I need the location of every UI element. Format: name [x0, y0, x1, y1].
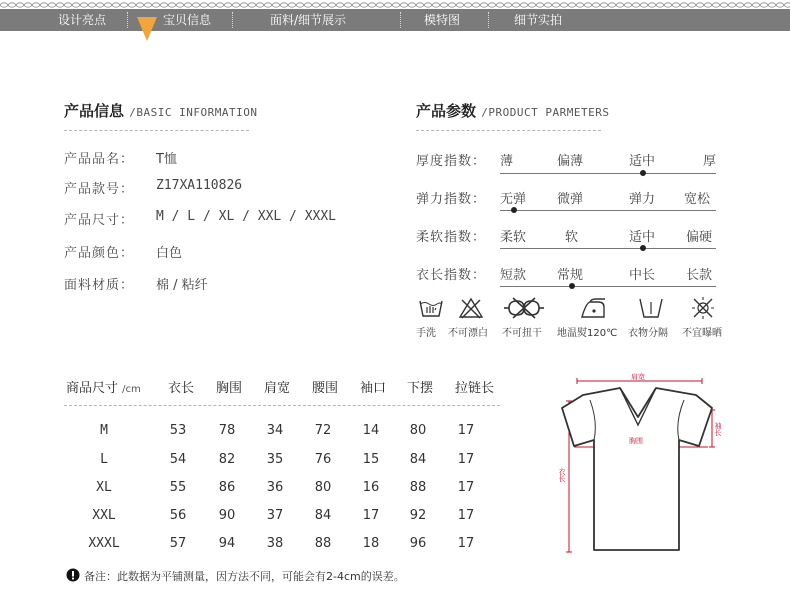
column-header: 袖口 [360, 381, 387, 396]
table-cell: 90 [218, 508, 236, 523]
info-value: T恤 [156, 152, 177, 167]
care-label: 手洗 [416, 328, 436, 339]
scale-track [500, 286, 716, 287]
params-title: 产品参数 [416, 102, 477, 120]
info-value: Z17XA110826 [156, 178, 243, 193]
table-cell: 57 [169, 536, 187, 551]
size-table-title: 商品尺寸 [66, 381, 119, 396]
table-cell: 82 [218, 452, 236, 467]
column-header: 腰围 [312, 381, 339, 396]
scale-option: 中长 [629, 268, 656, 283]
table-cell: 17 [457, 480, 475, 495]
garment-measurement-diagram [552, 368, 728, 562]
table-cell: 17 [457, 536, 475, 551]
param-label-softness: 柔软指数： [416, 230, 487, 245]
warning-icon [66, 568, 80, 582]
low-iron-icon [578, 298, 608, 320]
measurement-note: 备注：此数据为平铺测量，因方法不同，可能会有2-4cm的误差。 [84, 570, 405, 583]
scale-option: 弹力 [629, 192, 656, 207]
scale-option: 柔软 [500, 230, 527, 245]
scale-option: 微弹 [557, 192, 584, 207]
info-label: 产品颜色： [64, 246, 135, 261]
scale-option: 软 [565, 230, 579, 245]
scale-option: 宽松 [684, 192, 711, 207]
sleeve-label: 袖长 [714, 422, 722, 436]
no-bleach-icon [458, 296, 484, 320]
nav-item-design[interactable]: 设计亮点 [58, 13, 107, 27]
info-value: 棉 / 粘纤 [156, 278, 208, 293]
table-cell: 55 [169, 480, 187, 495]
size-cell: M [100, 423, 108, 438]
scale-marker [569, 283, 575, 289]
no-wring-icon [503, 296, 545, 320]
table-cell: 80 [314, 480, 332, 495]
table-cell: 17 [457, 423, 475, 438]
scale-option: 薄 [500, 154, 514, 169]
table-cell: 78 [218, 423, 236, 438]
table-cell: 84 [409, 452, 427, 467]
scale-track [500, 248, 716, 249]
info-value: 白色 [156, 246, 183, 261]
table-cell: 14 [362, 423, 380, 438]
table-cell: 84 [314, 508, 332, 523]
params-heading [416, 100, 609, 121]
divider [64, 405, 500, 406]
table-cell: 17 [457, 452, 475, 467]
nav-separator [127, 12, 128, 28]
table-cell: 56 [169, 508, 187, 523]
table-cell: 54 [169, 452, 187, 467]
column-header: 衣长 [168, 381, 195, 396]
scale-option: 适中 [629, 230, 656, 245]
table-cell: 38 [266, 536, 284, 551]
table-cell: 37 [266, 508, 284, 523]
scale-marker [640, 245, 646, 251]
scale-option: 长款 [686, 268, 713, 283]
param-label-elasticity: 弹力指数： [416, 192, 487, 207]
table-cell: 96 [409, 536, 427, 551]
size-cell: XXL [92, 508, 116, 523]
table-cell: 86 [218, 480, 236, 495]
info-label: 产品品名： [64, 152, 135, 167]
divider [64, 130, 249, 131]
info-label: 面料材质： [64, 278, 135, 293]
column-header: 拉链长 [455, 381, 495, 396]
table-cell: 17 [362, 508, 380, 523]
param-label-thickness: 厚度指数： [416, 154, 487, 169]
table-cell: 36 [266, 480, 284, 495]
scale-option: 无弹 [500, 192, 527, 207]
nav-item-model[interactable]: 模特图 [424, 13, 461, 27]
nav-item-detail-photos[interactable]: 细节实拍 [514, 13, 563, 27]
scale-option: 厚 [703, 154, 717, 169]
scale-option: 偏硬 [686, 230, 713, 245]
scale-marker [640, 170, 646, 176]
table-cell: 94 [218, 536, 236, 551]
basic-info-heading [64, 100, 257, 121]
table-cell: 88 [409, 480, 427, 495]
size-cell: L [100, 452, 108, 467]
info-value: M / L / XL / XXL / XXXL [156, 209, 337, 224]
size-table-unit: /cm [122, 384, 141, 395]
chest-label: 胸围 [629, 437, 643, 445]
table-cell: 35 [266, 452, 284, 467]
table-cell: 34 [266, 423, 284, 438]
table-cell: 16 [362, 480, 380, 495]
care-label: 地温熨120℃ [557, 328, 618, 339]
column-header: 肩宽 [264, 381, 291, 396]
nav-separator [232, 12, 233, 28]
hand-wash-icon [417, 296, 445, 320]
basic-info-subtitle: /BASIC INFORMATION [129, 106, 258, 119]
scale-track [500, 173, 716, 174]
shoulder-label: 肩宽 [631, 373, 645, 381]
size-cell: XXXL [88, 536, 120, 551]
no-sun-icon [690, 296, 716, 320]
table-cell: 80 [409, 423, 427, 438]
scale-option: 常规 [557, 268, 584, 283]
care-label: 不可扭干 [502, 328, 542, 339]
basic-info-title: 产品信息 [64, 102, 125, 120]
size-table-header [66, 377, 141, 396]
table-cell: 88 [314, 536, 332, 551]
param-label-length: 衣长指数： [416, 268, 487, 283]
care-label: 不可漂白 [448, 328, 488, 339]
section-nav-bar [0, 9, 790, 31]
nav-item-fabric[interactable]: 面料/细节展示 [270, 13, 347, 27]
active-tab-pointer-icon [136, 17, 158, 43]
info-label: 产品尺寸： [64, 213, 135, 228]
nav-item-product-info[interactable]: 宝贝信息 [163, 13, 212, 27]
divider [416, 130, 601, 131]
nav-separator [400, 12, 401, 28]
table-cell: 92 [409, 508, 427, 523]
table-cell: 15 [362, 452, 380, 467]
table-cell: 17 [457, 508, 475, 523]
nav-separator [488, 12, 489, 28]
care-label: 衣物分隔 [628, 328, 668, 339]
care-label: 不宜曝晒 [682, 328, 722, 339]
table-cell: 18 [362, 536, 380, 551]
table-cell: 72 [314, 423, 332, 438]
info-label: 产品款号： [64, 182, 135, 197]
scale-track [500, 210, 716, 211]
params-subtitle: /PRODUCT PARMETERS [481, 106, 610, 119]
scale-marker [511, 207, 517, 213]
scale-option: 偏薄 [557, 154, 584, 169]
column-header: 胸围 [216, 381, 243, 396]
wash-separately-icon [637, 296, 665, 320]
table-cell: 53 [169, 423, 187, 438]
size-cell: XL [96, 480, 112, 495]
column-header: 下摆 [407, 381, 434, 396]
scale-option: 适中 [629, 154, 656, 169]
length-label: 衣长 [558, 468, 566, 482]
scale-option: 短款 [500, 268, 527, 283]
table-cell: 76 [314, 452, 332, 467]
